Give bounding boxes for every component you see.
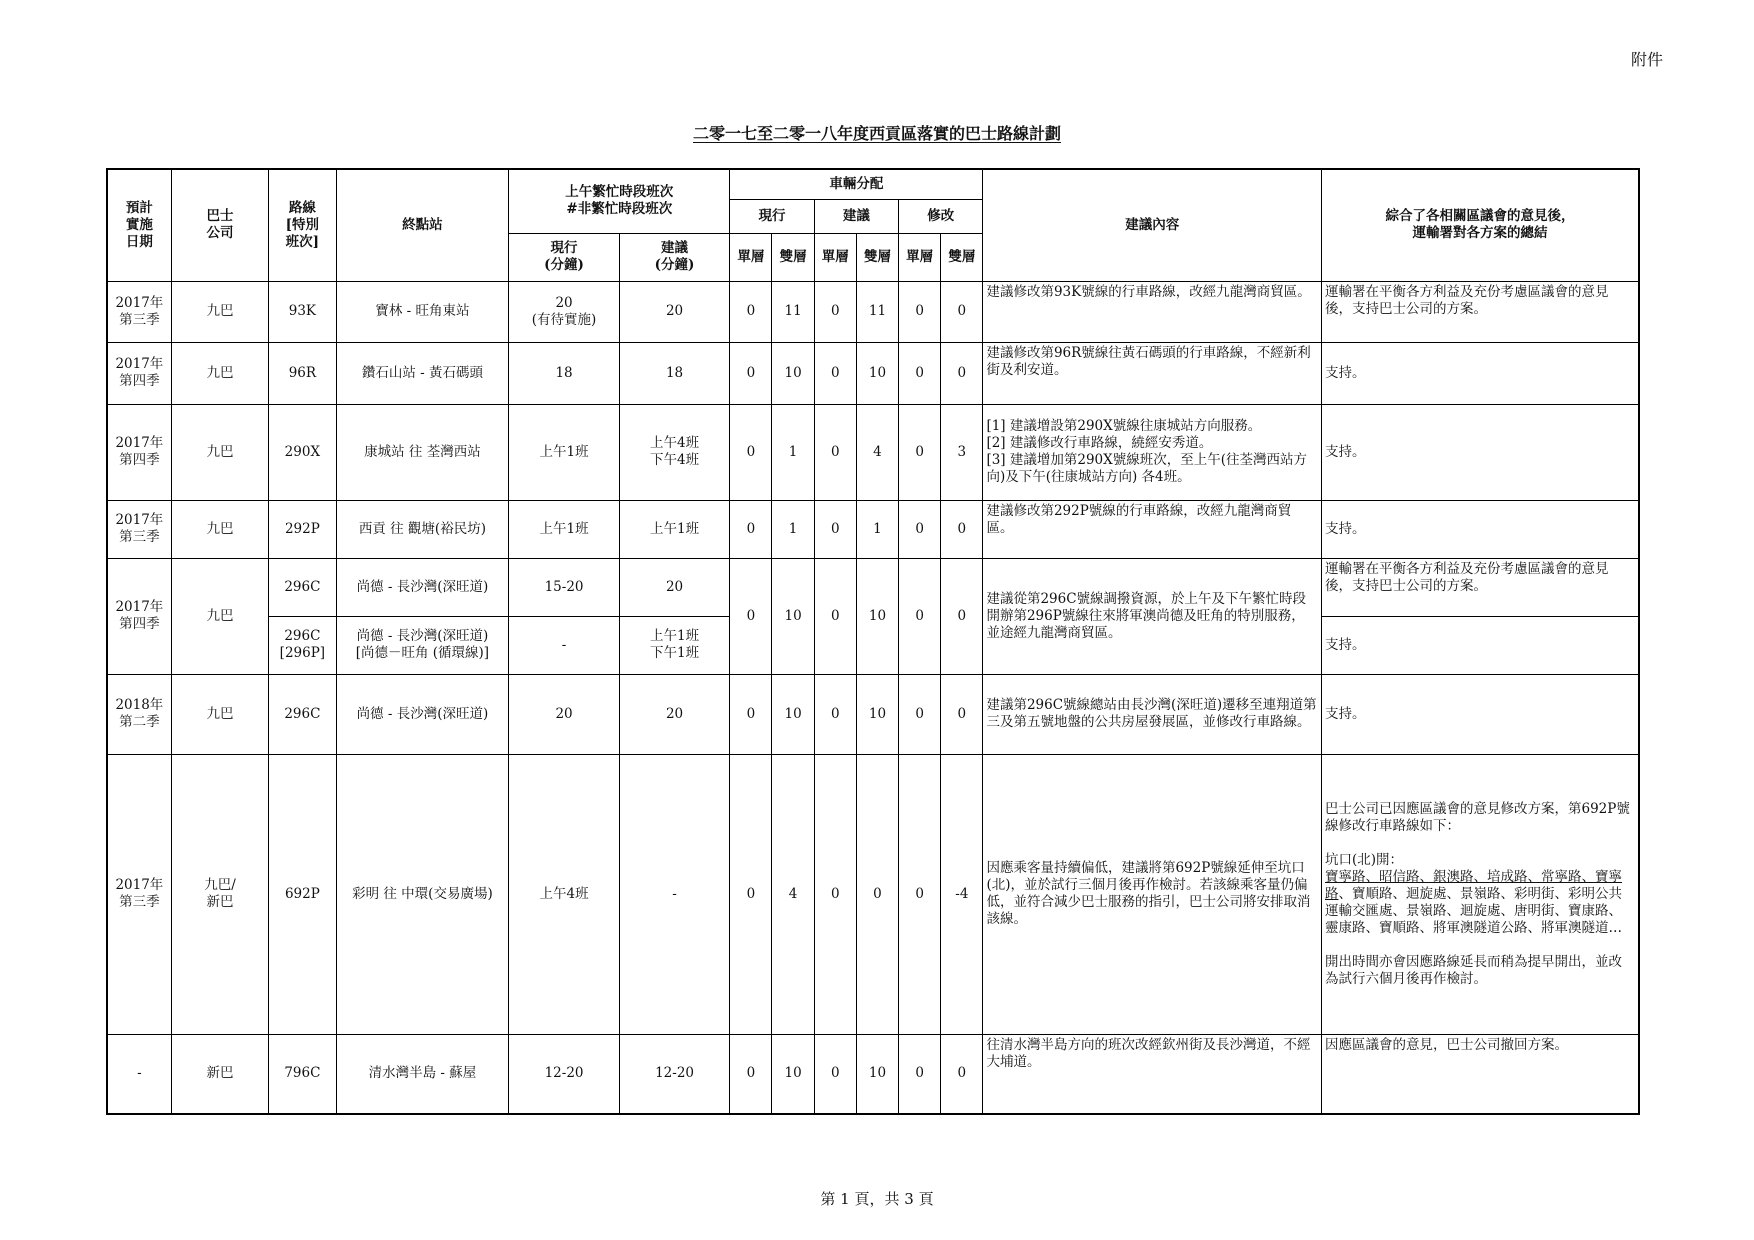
cell-date: 2017年 第三季 — [107, 754, 171, 1034]
cell-alloc: 1 — [772, 500, 814, 558]
header-single-deck: 單層 — [814, 233, 856, 281]
cell-route: 290X — [269, 404, 336, 500]
cell-proposal: [1] 建議增設第290X號線往康城站方向服務。 [2] 建議修改行車路線，繞經安秀道。 [3] 建議增加第290X號線班次，至上午(往荃灣西站方向)及下午(往康城站方向) 各4班。 — [983, 404, 1322, 500]
cell-proposal: 建議修改第96R號線往黃石碼頭的行車路線，不經新利街及利安道。 — [983, 342, 1322, 404]
cell-route: 296C [296P] — [269, 616, 336, 674]
summary-route-rest: 、寶順路、迴旋處、景嶺路、彩明街、彩明公共運輸交匯處、景嶺路、迴旋處、唐明街、寶康路、靈康路、寶順路、將軍澳隧道公路、將軍澳隧道… — [1324, 885, 1622, 936]
cell-company: 九巴 — [171, 674, 268, 754]
cell-alloc: 11 — [856, 281, 898, 342]
table-row — [107, 500, 1639, 558]
summary-route — [1325, 869, 1635, 937]
cell-proposal: 建議修改第292P號線的行車路線，改經九龍灣商貿區。 — [983, 500, 1322, 558]
header-summary: 綜合了各相關區議會的意見後， 運輸署對各方案的總結 — [1321, 169, 1639, 281]
cell-freq-proposed: 18 — [619, 342, 730, 404]
cell-terminus: 鑽石山站 - 黃石碼頭 — [336, 342, 509, 404]
cell-alloc: 10 — [772, 342, 814, 404]
cell-summary — [1321, 754, 1639, 1034]
cell-date: 2017年 第三季 — [107, 281, 171, 342]
cell-company: 九巴 — [171, 404, 268, 500]
cell-alloc: 0 — [814, 342, 856, 404]
cell-terminus: 寶林 - 旺角東站 — [336, 281, 509, 342]
cell-route: 292P — [269, 500, 336, 558]
cell-summary: 支持。 — [1321, 404, 1639, 500]
header-terminus: 終點站 — [336, 169, 509, 281]
cell-freq-current: 上午1班 — [509, 404, 620, 500]
cell-date: - — [107, 1034, 171, 1114]
cell-alloc: 10 — [856, 1034, 898, 1114]
cell-alloc: 0 — [899, 754, 941, 1034]
cell-alloc: 10 — [856, 674, 898, 754]
cell-alloc: 11 — [772, 281, 814, 342]
cell-route: 296C — [269, 558, 336, 616]
cell-summary: 運輸署在平衡各方利益及充份考慮區議會的意見後，支持巴士公司的方案。 — [1321, 281, 1639, 342]
cell-freq-current: 20 (有待實施) — [509, 281, 620, 342]
cell-alloc: 0 — [730, 674, 772, 754]
cell-route: 96R — [269, 342, 336, 404]
cell-date: 2018年 第二季 — [107, 674, 171, 754]
cell-alloc: 0 — [730, 754, 772, 1034]
cell-terminus: 西貢 往 觀塘(裕民坊) — [336, 500, 509, 558]
cell-alloc: 0 — [899, 674, 941, 754]
cell-proposal: 建議從第296C號線調撥資源，於上午及下午繁忙時段開辦第296P號線往來將軍澳尚德及旺角的特別服務，並途經九龍灣商貿區。 — [983, 558, 1322, 674]
cell-alloc: 0 — [941, 281, 983, 342]
cell-freq-proposed: 12-20 — [619, 1034, 730, 1114]
summary-outro: 開出時間亦會因應路線延長而稍為提早開出，並改為試行六個月後再作檢討。 — [1324, 953, 1622, 987]
cell-freq-proposed: 上午1班 下午1班 — [619, 616, 730, 674]
cell-route: 296C — [269, 674, 336, 754]
cell-terminus: 尚德 - 長沙灣(深旺道) [尚德－旺角 (循環線)] — [336, 616, 509, 674]
cell-company: 九巴 — [171, 558, 268, 674]
cell-route: 93K — [269, 281, 336, 342]
header-freq-proposed: 建議 (分鐘) — [619, 233, 730, 281]
cell-company: 九巴 — [171, 500, 268, 558]
cell-company: 九巴 — [171, 281, 268, 342]
cell-alloc: 4 — [856, 404, 898, 500]
cell-date: 2017年 第四季 — [107, 404, 171, 500]
cell-summary: 因應區議會的意見，巴士公司撤回方案。 — [1321, 1034, 1639, 1114]
cell-alloc: 0 — [730, 558, 772, 674]
cell-alloc: -4 — [941, 754, 983, 1034]
cell-proposal: 建議修改第93K號線的行車路線，改經九龍灣商貿區。 — [983, 281, 1322, 342]
header-frequency: 上午繁忙時段班次 #非繁忙時段班次 — [509, 169, 730, 233]
cell-alloc: 0 — [899, 1034, 941, 1114]
cell-proposal: 因應乘客量持續偏低，建議將第692P號線延伸至坑口(北)，並於試行三個月後再作檢討。若該線乘客量仍偏低，並符合減少巴士服務的指引，巴士公司將安排取消該線。 — [983, 754, 1322, 1034]
table-row — [107, 754, 1639, 1034]
table-row — [107, 281, 1639, 342]
cell-terminus: 尚德 - 長沙灣(深旺道) — [336, 674, 509, 754]
header-alloc-proposed: 建議 — [814, 199, 898, 233]
cell-summary: 運輸署在平衡各方利益及充份考慮區議會的意見後，支持巴士公司的方案。 — [1321, 558, 1639, 616]
cell-alloc: 10 — [772, 674, 814, 754]
header-double-deck: 雙層 — [772, 233, 814, 281]
page-number: 第 1 頁，共 3 頁 — [820, 1190, 934, 1208]
cell-date: 2017年 第四季 — [107, 558, 171, 674]
cell-alloc: 4 — [772, 754, 814, 1034]
cell-alloc: 0 — [941, 674, 983, 754]
cell-alloc: 0 — [814, 404, 856, 500]
cell-summary: 支持。 — [1321, 342, 1639, 404]
cell-company: 九巴 — [171, 342, 268, 404]
table-row — [107, 342, 1639, 404]
cell-alloc: 0 — [814, 281, 856, 342]
cell-freq-current: 18 — [509, 342, 620, 404]
cell-alloc: 0 — [814, 674, 856, 754]
cell-summary: 支持。 — [1321, 500, 1639, 558]
page-title — [0, 121, 1754, 144]
cell-company: 九巴/ 新巴 — [171, 754, 268, 1034]
cell-date: 2017年 第三季 — [107, 500, 171, 558]
cell-alloc: 0 — [814, 500, 856, 558]
header-vehicle-allocation: 車輛分配 — [730, 169, 983, 199]
cell-alloc: 10 — [856, 558, 898, 674]
cell-alloc: 0 — [899, 404, 941, 500]
bus-route-plan-table — [106, 168, 1640, 1115]
cell-alloc: 0 — [899, 500, 941, 558]
cell-alloc: 0 — [941, 500, 983, 558]
cell-alloc: 0 — [730, 404, 772, 500]
cell-terminus: 尚德 - 長沙灣(深旺道) — [336, 558, 509, 616]
cell-alloc: 0 — [730, 342, 772, 404]
table-row — [107, 1034, 1639, 1114]
cell-freq-current: 上午1班 — [509, 500, 620, 558]
cell-terminus: 清水灣半島 - 蘇屋 — [336, 1034, 509, 1114]
cell-alloc: 1 — [856, 500, 898, 558]
cell-alloc: 10 — [772, 1034, 814, 1114]
cell-freq-proposed: 上午1班 — [619, 500, 730, 558]
cell-date: 2017年 第四季 — [107, 342, 171, 404]
summary-intro: 巴士公司已因應區議會的意見修改方案，第692P號線修改行車路線如下： — [1324, 800, 1630, 834]
cell-freq-current: 上午4班 — [509, 754, 620, 1034]
cell-freq-proposed: 20 — [619, 558, 730, 616]
cell-alloc: 0 — [899, 342, 941, 404]
table-row — [107, 404, 1639, 500]
cell-alloc: 0 — [730, 281, 772, 342]
cell-alloc: 0 — [814, 558, 856, 674]
summary-route-underlined: 寶寧路、昭信路、銀澳路、培成路、常寧路、寶寧路 — [1324, 868, 1622, 902]
cell-alloc: 0 — [941, 342, 983, 404]
table-row — [107, 674, 1639, 754]
cell-route: 796C — [269, 1034, 336, 1114]
header-proposal: 建議內容 — [983, 169, 1322, 281]
cell-freq-current: - — [509, 616, 620, 674]
cell-freq-current: 12-20 — [509, 1034, 620, 1114]
cell-route: 692P — [269, 754, 336, 1034]
annex-label: 附件 — [1630, 50, 1663, 69]
cell-alloc: 10 — [772, 558, 814, 674]
cell-alloc: 3 — [941, 404, 983, 500]
header-freq-current: 現行 (分鐘) — [509, 233, 620, 281]
header-alloc-change: 修改 — [899, 199, 983, 233]
cell-summary: 支持。 — [1321, 616, 1639, 674]
header-double-deck: 雙層 — [941, 233, 983, 281]
cell-alloc: 1 — [772, 404, 814, 500]
cell-alloc: 0 — [730, 1034, 772, 1114]
cell-terminus: 彩明 往 中環(交易廣場) — [336, 754, 509, 1034]
cell-freq-proposed: 20 — [619, 281, 730, 342]
header-single-deck: 單層 — [730, 233, 772, 281]
cell-terminus: 康城站 往 荃灣西站 — [336, 404, 509, 500]
cell-summary: 支持。 — [1321, 674, 1639, 754]
cell-freq-proposed: 上午4班 下午4班 — [619, 404, 730, 500]
header-double-deck: 雙層 — [856, 233, 898, 281]
cell-alloc: 0 — [814, 1034, 856, 1114]
header-company: 巴士 公司 — [171, 169, 268, 281]
cell-alloc: 0 — [941, 558, 983, 674]
header-date: 預計 實施 日期 — [107, 169, 171, 281]
cell-alloc: 0 — [941, 1034, 983, 1114]
cell-alloc: 0 — [814, 754, 856, 1034]
cell-alloc: 0 — [856, 754, 898, 1034]
cell-company: 新巴 — [171, 1034, 268, 1114]
summary-depart: 坑口(北)開： — [1324, 851, 1404, 868]
cell-freq-current: 15-20 — [509, 558, 620, 616]
cell-proposal: 建議第296C號線總站由長沙灣(深旺道)遷移至連翔道第三及第五號地盤的公共房屋發展區，並修改行車路線。 — [983, 674, 1322, 754]
cell-freq-proposed: 20 — [619, 674, 730, 754]
cell-alloc: 10 — [856, 342, 898, 404]
cell-alloc: 0 — [730, 500, 772, 558]
header-single-deck: 單層 — [899, 233, 941, 281]
header-alloc-current: 現行 — [730, 199, 814, 233]
cell-freq-current: 20 — [509, 674, 620, 754]
cell-alloc: 0 — [899, 281, 941, 342]
cell-proposal: 往清水灣半島方向的班次改經欽州街及長沙灣道，不經大埔道。 — [983, 1034, 1322, 1114]
cell-alloc: 0 — [899, 558, 941, 674]
header-route: 路線 [特別 班次] — [269, 169, 336, 281]
table-row — [107, 558, 1639, 616]
page-title-text: 二零一七至二零一八年度西貢區落實的巴士路線計劃 — [692, 124, 1061, 143]
cell-freq-proposed: - — [619, 754, 730, 1034]
